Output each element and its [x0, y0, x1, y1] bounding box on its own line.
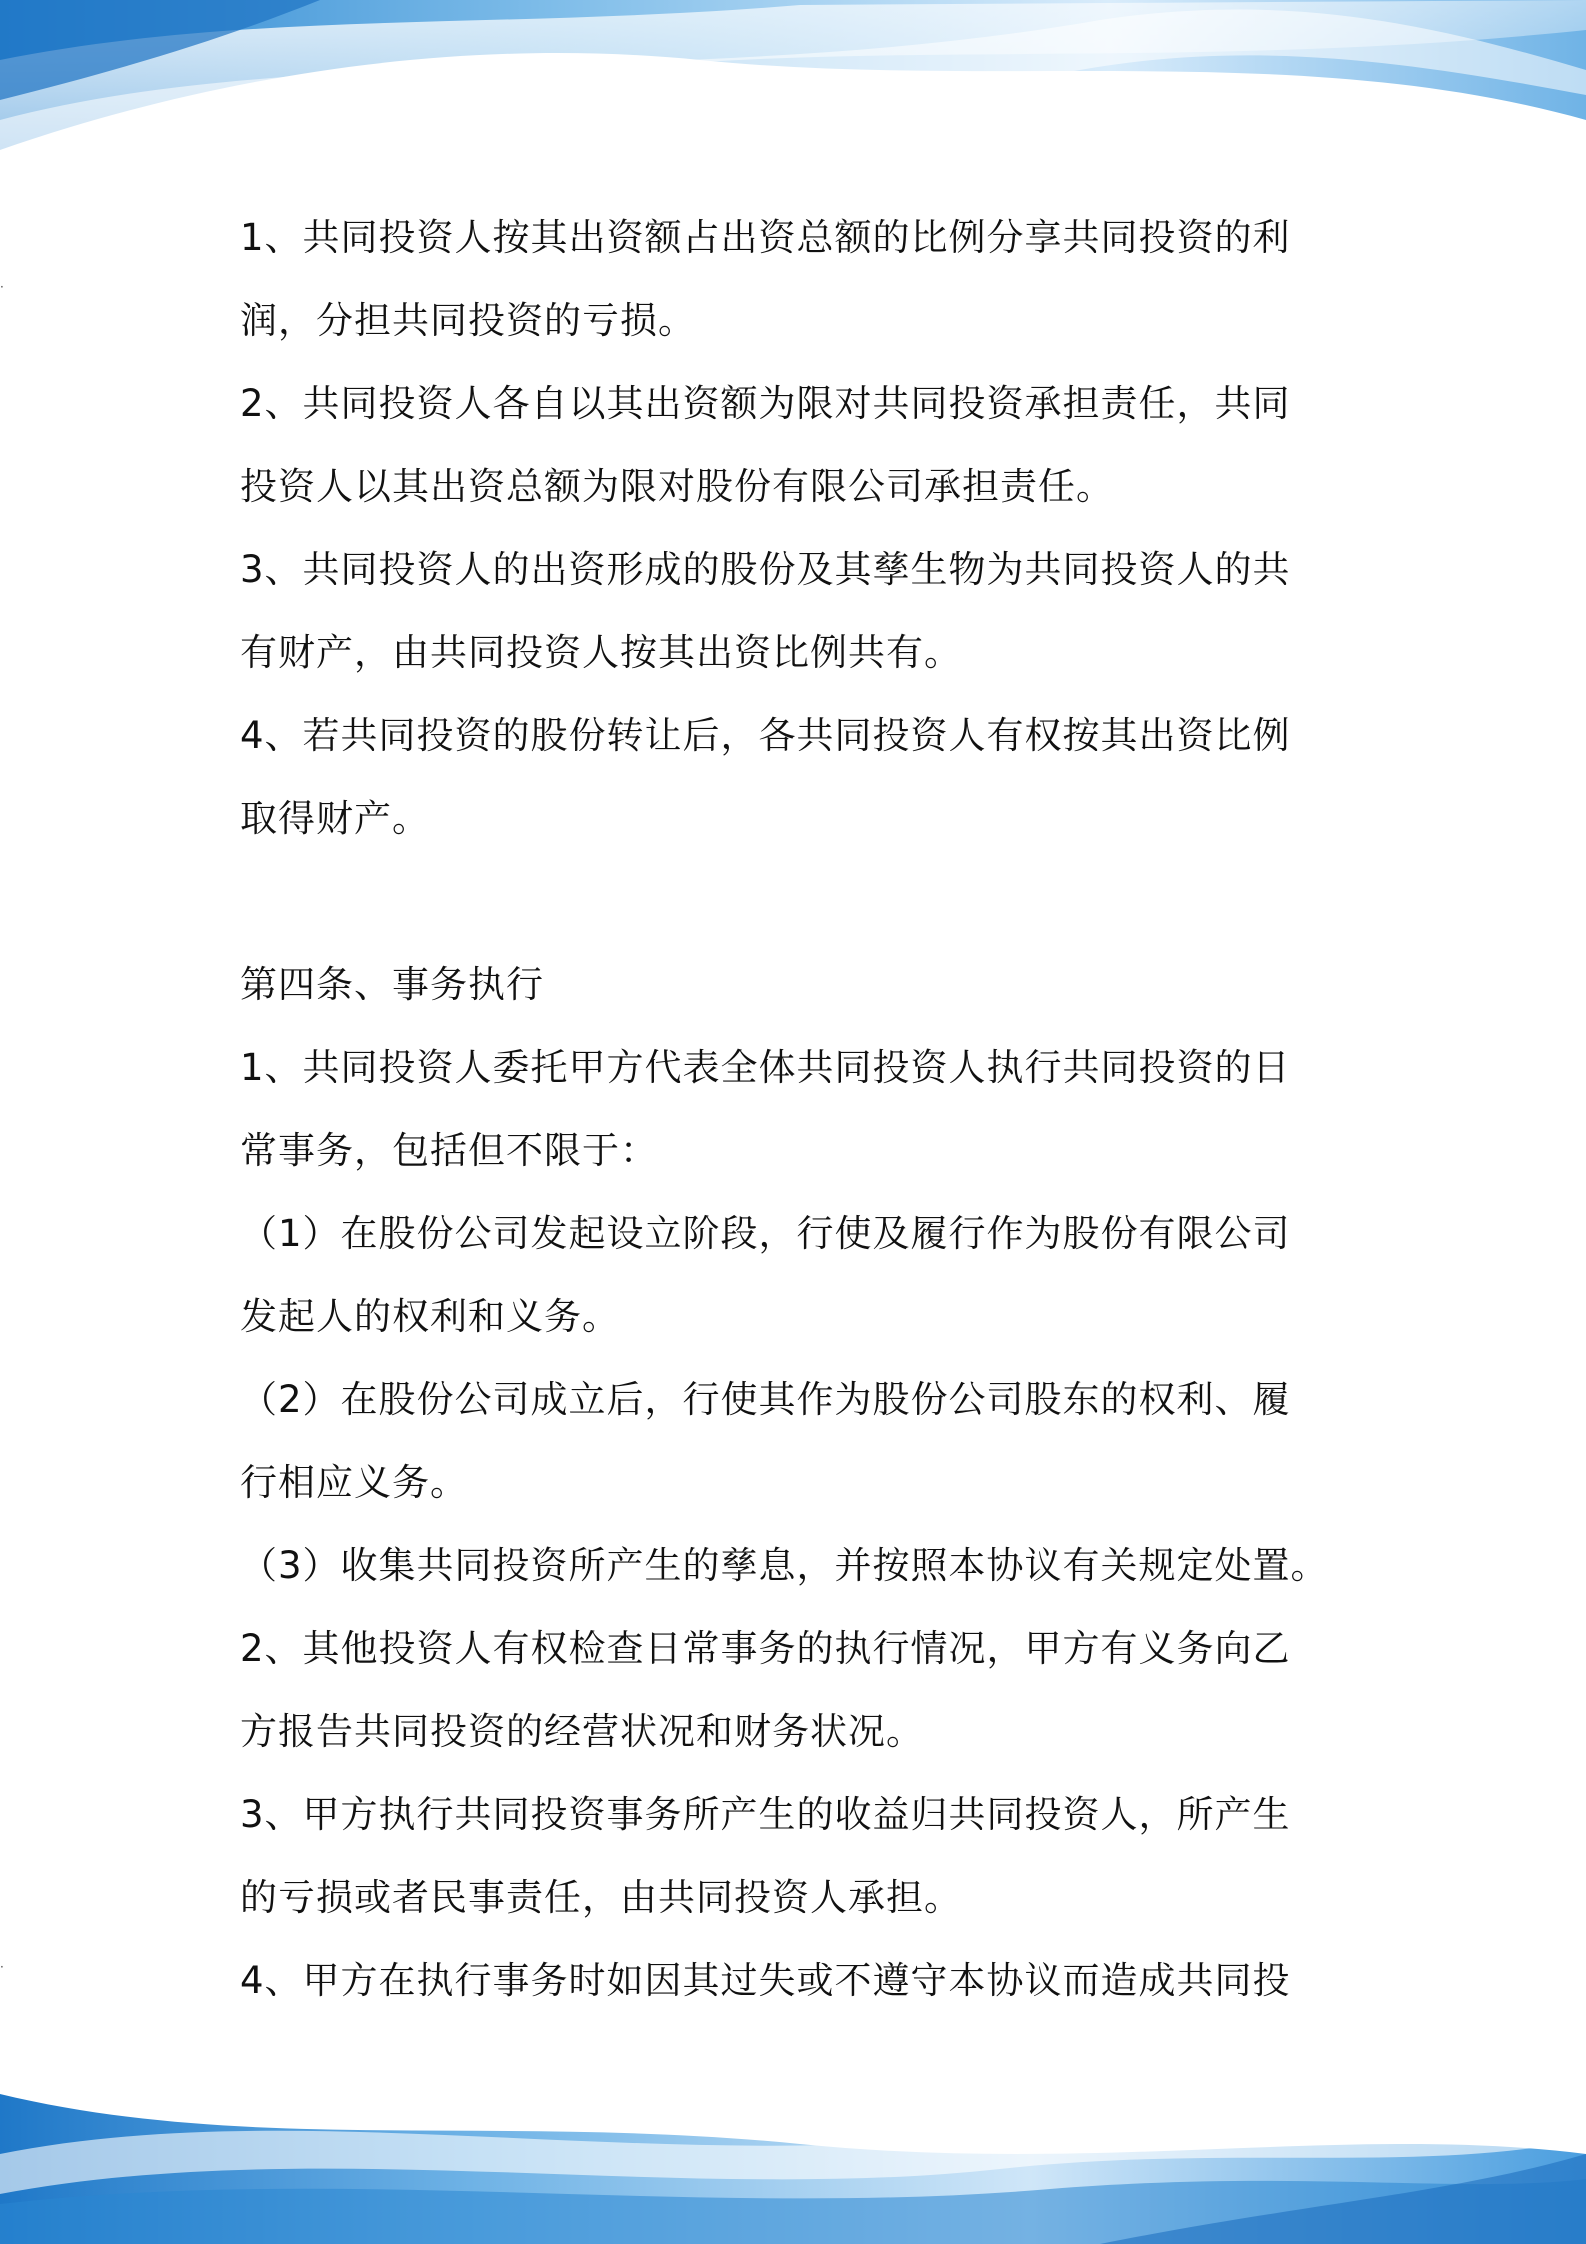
paragraph-line: 常事务，包括但不限于： [240, 1129, 658, 1172]
paragraph-line: 3、甲方执行共同投资事务所产生的收益归共同投资人，所产生 [240, 1793, 1291, 1836]
section-spacer [240, 860, 1350, 943]
bottom-wave-decoration [0, 2004, 1586, 2244]
paragraph-line: 取得财产。 [240, 797, 430, 840]
paragraph-line: 4、甲方在执行事务时如因其过失或不遵守本协议而造成共同投 [240, 1959, 1291, 2002]
paragraph-line: 行相应义务。 [240, 1461, 468, 1504]
paragraph-line: （2）在股份公司成立后，行使其作为股份公司股东的权利、履 [240, 1378, 1291, 1421]
paragraph-line: 有财产，由共同投资人按其出资比例共有。 [240, 631, 962, 674]
section-heading: 第四条、事务执行 [240, 963, 544, 1006]
top-wave-decoration [0, 0, 1586, 200]
paragraph-line: （3）收集共同投资所产生的孳息，并按照本协议有关规定处置。 [240, 1544, 1329, 1587]
paragraph-line: 1、共同投资人委托甲方代表全体共同投资人执行共同投资的日 [240, 1046, 1291, 1089]
document-body [240, 196, 1350, 2022]
paragraph-line: 润，分担共同投资的亏损。 [240, 299, 696, 342]
paragraph-line: 2、共同投资人各自以其出资额为限对共同投资承担责任，共同 [240, 382, 1291, 425]
paragraph-line: 1、共同投资人按其出资额占出资总额的比例分享共同投资的利 [240, 216, 1291, 259]
paragraph-line: 投资人以其出资总额为限对股份有限公司承担责任。 [240, 465, 1114, 508]
paragraph-line: （1）在股份公司发起设立阶段，行使及履行作为股份有限公司 [240, 1212, 1291, 1255]
margin-mark: · [0, 1960, 4, 1974]
paragraph-line: 3、共同投资人的出资形成的股份及其孳生物为共同投资人的共 [240, 548, 1291, 591]
paragraph-line: 2、其他投资人有权检查日常事务的执行情况，甲方有义务向乙 [240, 1627, 1291, 1670]
margin-mark: · [0, 280, 4, 294]
paragraph-line: 方报告共同投资的经营状况和财务状况。 [240, 1710, 924, 1753]
paragraph-line: 发起人的权利和义务。 [240, 1295, 620, 1338]
paragraph-line: 4、若共同投资的股份转让后，各共同投资人有权按其出资比例 [240, 714, 1291, 757]
paragraph-line: 的亏损或者民事责任，由共同投资人承担。 [240, 1876, 962, 1919]
